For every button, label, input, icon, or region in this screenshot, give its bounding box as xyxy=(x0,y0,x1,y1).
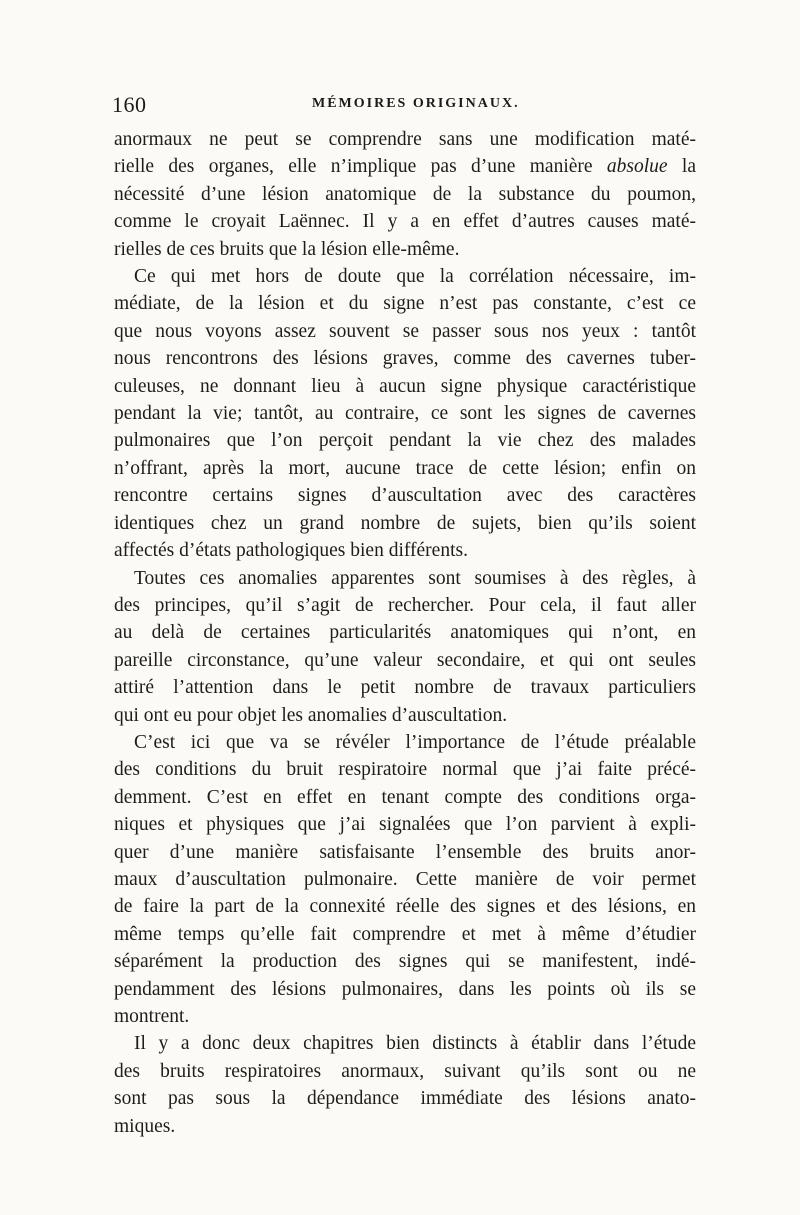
text-line: identiques chez un grand nombre de sujets, bien qu’ils soient xyxy=(114,512,696,534)
text-line: même temps qu’elle fait comprendre et met à même d’étudier xyxy=(114,923,696,945)
text-line: des conditions du bruit respiratoire normal que j’ai faite précé- xyxy=(114,759,696,781)
text-line: demment. C’est en effet en tenant compte des conditions orga- xyxy=(114,786,696,808)
text-line: rencontre certains signes d’auscultation avec des caractères xyxy=(114,485,696,507)
text-line: des bruits respiratoires anormaux, suivant qu’ils sont ou ne xyxy=(114,1060,696,1082)
text-line: maux d’auscultation pulmonaire. Cette manière de voir permet xyxy=(114,868,696,890)
paragraph xyxy=(114,263,696,564)
paragraph xyxy=(114,729,696,1030)
text-fragment: rielle des organes, elle n’implique pas d’une manière xyxy=(114,156,607,178)
text-line: n’offrant, après la mort, aucune trace de cette lésion; enfin on xyxy=(114,457,696,479)
running-head: MÉMOIRES ORIGINAUX. xyxy=(312,96,520,111)
page-number: 160 xyxy=(112,92,147,117)
text-line: comme le croyait Laënnec. Il y a en effet d’autres causes maté- xyxy=(114,211,696,233)
text-line: nous rencontrons des lésions graves, comme des cavernes tuber- xyxy=(114,348,696,370)
text-line: pulmonaires que l’on perçoit pendant la vie chez des malades xyxy=(114,430,696,452)
page-header xyxy=(112,92,696,122)
text-fragment: la xyxy=(667,156,696,178)
text-line: Toutes ces anomalies apparentes sont soumises à des règles, à xyxy=(134,567,696,589)
text-line: séparément la production des signes qui se manifestent, indé- xyxy=(114,951,696,973)
text-line: miques. xyxy=(114,1115,176,1137)
text-line: attiré l’attention dans le petit nombre de travaux particuliers xyxy=(114,677,696,699)
paragraph xyxy=(114,565,696,729)
text-line: au delà de certaines particularités anatomiques qui n’ont, en xyxy=(114,622,696,644)
text-line: rielles de ces bruits que la lésion elle-même. xyxy=(114,238,460,260)
italic-word: absolue xyxy=(606,156,668,178)
text-line: médiate, de la lésion et du signe n’est pas constante, c’est ce xyxy=(114,293,696,315)
text-line: des principes, qu’il s’agit de rechercher. Pour cela, il faut aller xyxy=(114,594,696,616)
body-text xyxy=(114,126,696,1140)
paragraph xyxy=(114,126,696,263)
text-line: que nous voyons assez souvent se passer sous nos yeux : tantôt xyxy=(114,320,696,342)
text-line: quer d’une manière satisfaisante l’ensemble des bruits anor- xyxy=(114,841,696,863)
text-line: de faire la part de la connexité réelle des signes et des lésions, en xyxy=(114,896,696,918)
text-line: pareille circonstance, qu’une valeur secondaire, et qui ont seules xyxy=(114,649,696,671)
text-line: culeuses, ne donnant lieu à aucun signe physique caractéristique xyxy=(114,375,696,397)
text-line-with-italic xyxy=(114,153,696,180)
text-line: sont pas sous la dépendance immédiate des lésions anato- xyxy=(114,1088,696,1110)
text-line: pendamment des lésions pulmonaires, dans les points où ils se xyxy=(114,978,696,1000)
paragraph xyxy=(114,1030,696,1140)
text-line: nécessité d’une lésion anatomique de la substance du poumon, xyxy=(114,183,696,205)
text-line: anormaux ne peut se comprendre sans une modification maté- xyxy=(114,129,696,150)
text-line: Il y a donc deux chapitres bien distincts à établir dans l’étude xyxy=(134,1033,696,1055)
text-line: qui ont eu pour objet les anomalies d’auscultation. xyxy=(114,704,508,726)
text-line: montrent. xyxy=(114,1006,190,1027)
text-line: Ce qui met hors de doute que la corrélation nécessaire, im- xyxy=(134,266,696,288)
text-line: C’est ici que va se révéler l’importance de l’étude préalable xyxy=(134,731,696,753)
text-line: affectés d’états pathologiques bien différents. xyxy=(114,540,468,562)
text-line: pendant la vie; tantôt, au contraire, ce sont les signes de cavernes xyxy=(114,403,696,425)
text-line: niques et physiques que j’ai signalées que l’on parvient à expli- xyxy=(114,814,696,836)
